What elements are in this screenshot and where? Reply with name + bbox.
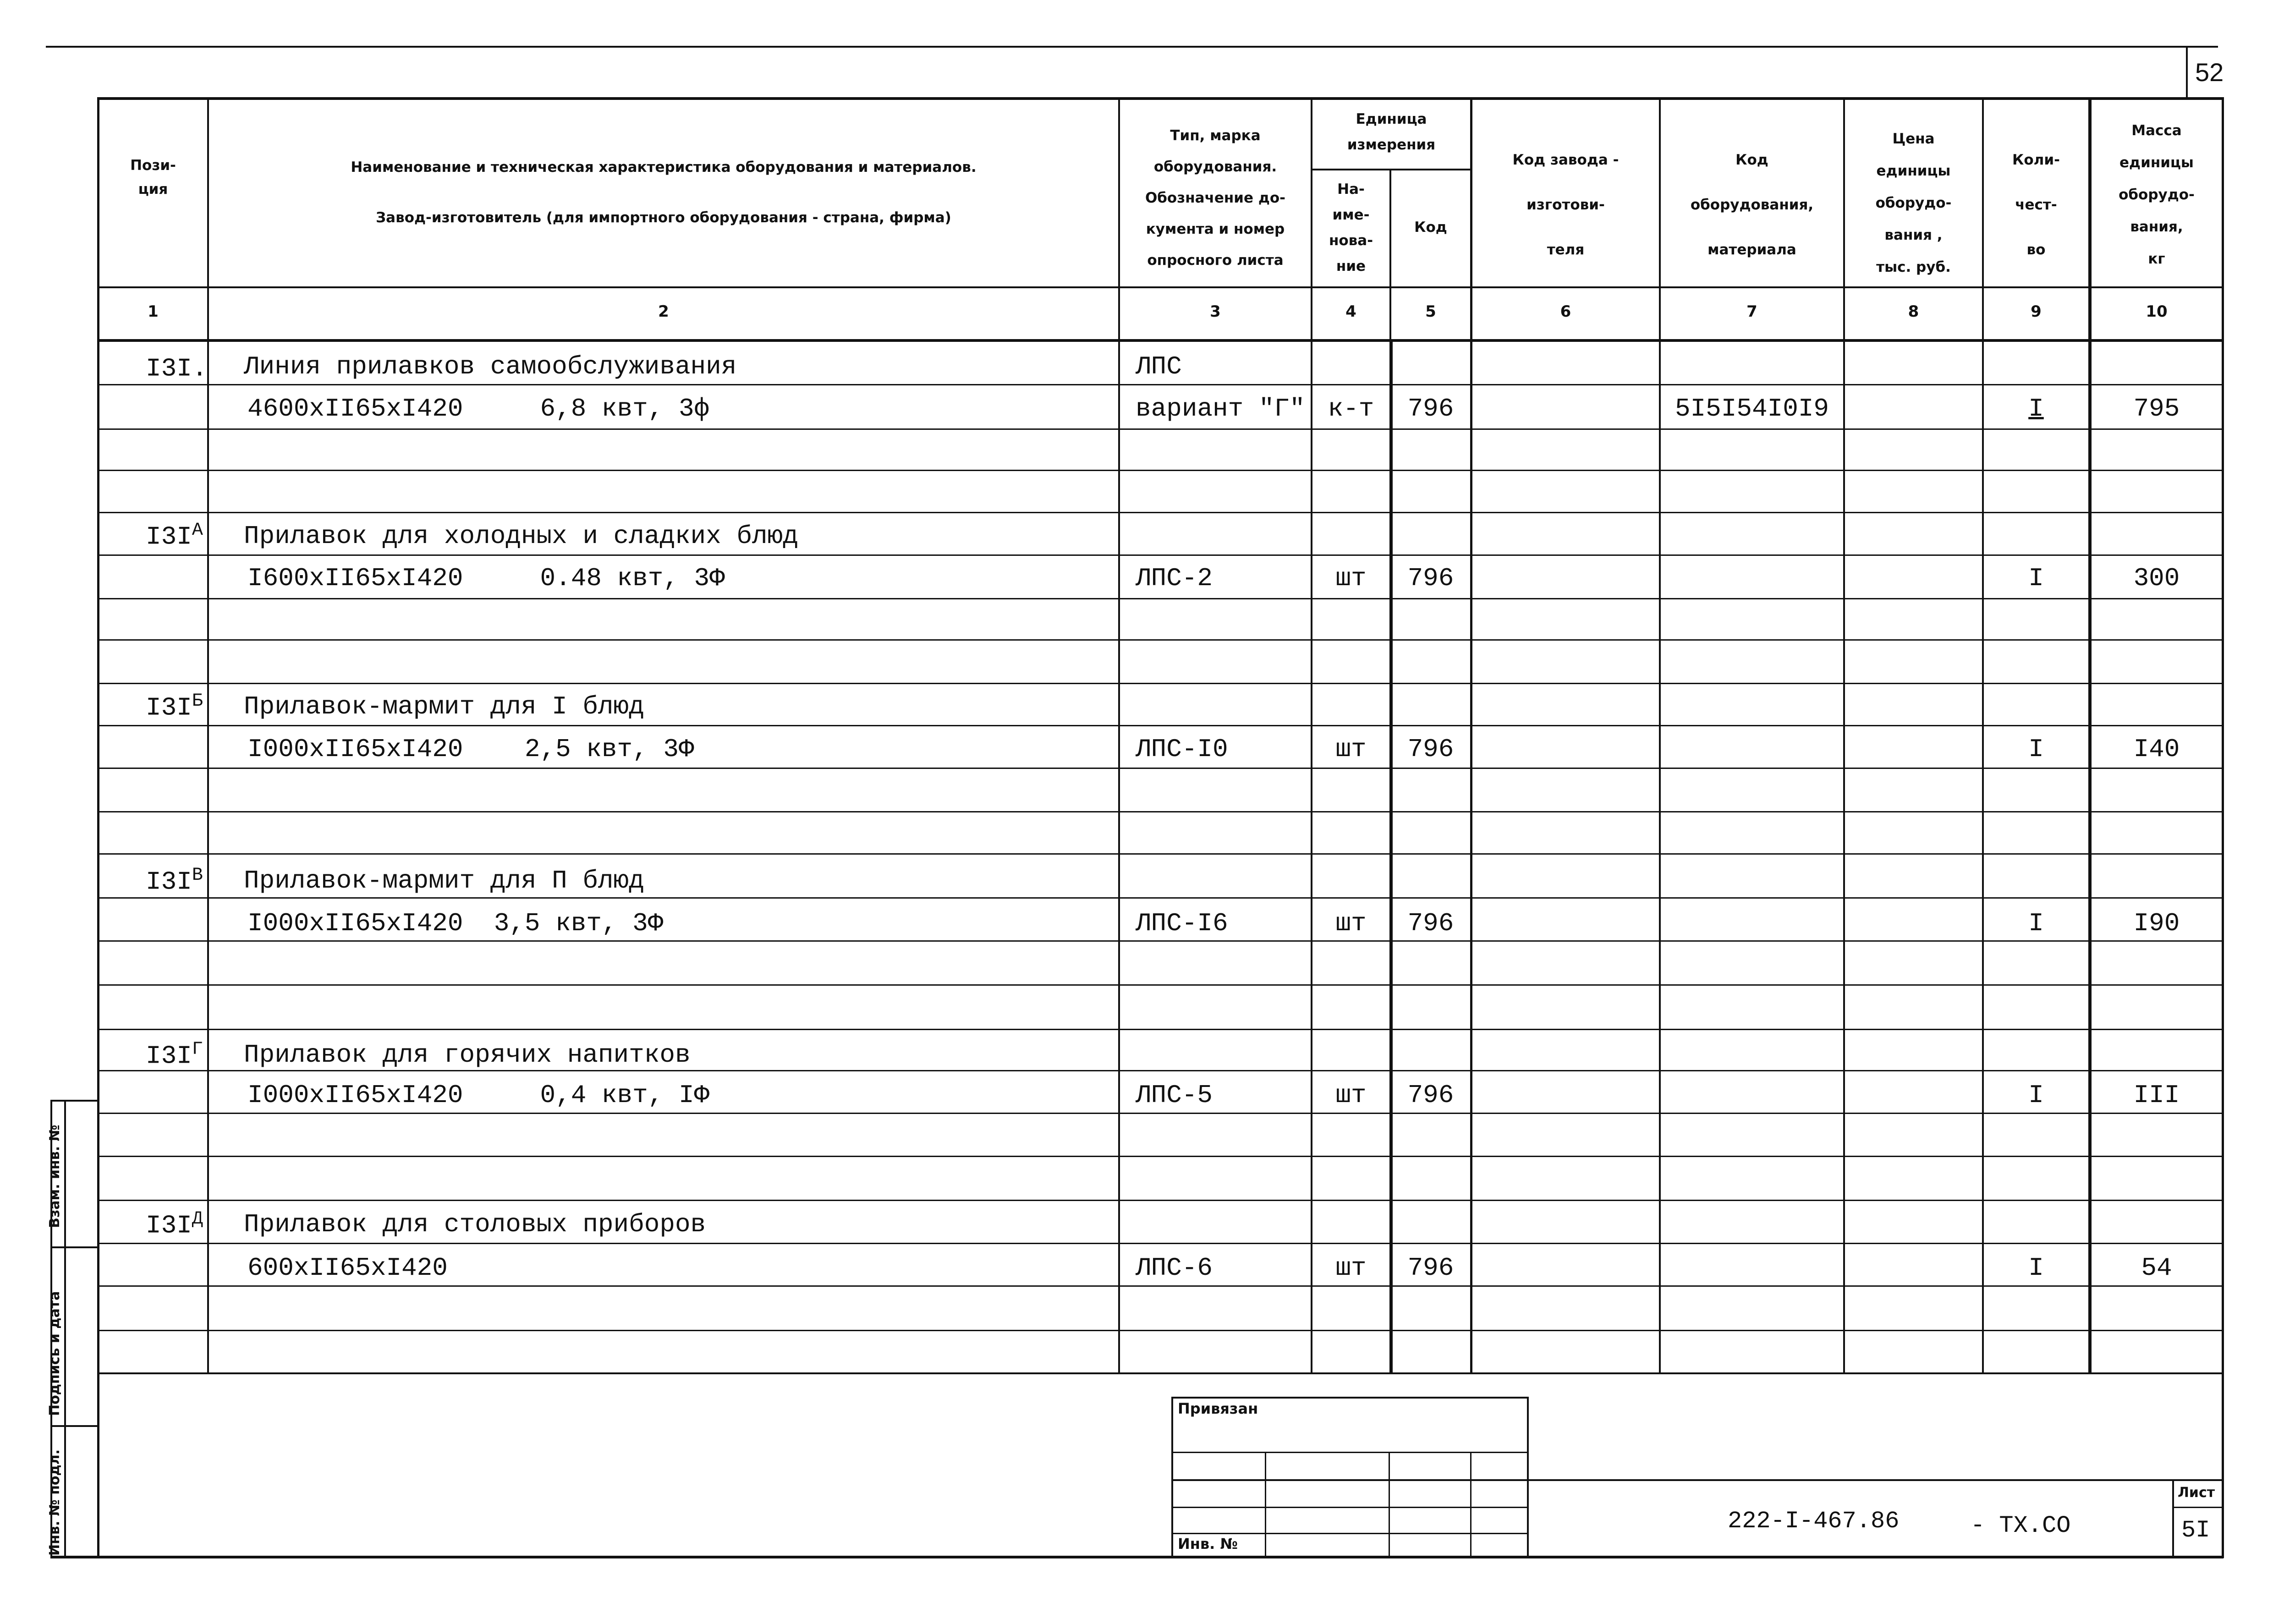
frame-bottom-border <box>50 1556 2224 1558</box>
item-quantity: I <box>2028 1253 2044 1283</box>
margin-label-signature-date: Подпись и дата <box>47 1291 63 1416</box>
column-number: 1 <box>148 302 159 321</box>
table-top-border <box>97 97 2224 100</box>
column-number: 8 <box>1908 302 1919 321</box>
header-type: Тип, марка оборудования. Обозначение до- кумента и номер опросного листа <box>1145 127 1286 269</box>
header-bottom-border <box>97 286 2224 288</box>
item-spec: 4600хII65хI420 6,8 квт, 3ф <box>247 394 710 423</box>
page-number: 52 <box>2195 58 2224 87</box>
document-suffix: - ТХ.СО <box>1971 1512 2071 1539</box>
stamp-line <box>1171 1507 1529 1508</box>
row-separator <box>99 470 2222 471</box>
item-mass: I40 <box>2133 735 2180 764</box>
item-type: ЛПС-5 <box>1136 1081 1213 1110</box>
sheet-box-line <box>2172 1507 2224 1508</box>
col-divider <box>1659 97 1661 1374</box>
item-unit-code: 796 <box>1407 909 1454 938</box>
column-number: 10 <box>2146 302 2168 321</box>
row-separator <box>99 639 2222 641</box>
inv-label: Инв. № <box>1178 1535 1238 1553</box>
column-number: 7 <box>1746 302 1757 321</box>
item-position: $I3I^Г$ <box>146 1039 203 1071</box>
row-separator <box>99 1330 2222 1331</box>
row-separator <box>99 1070 2222 1071</box>
col-divider <box>1843 97 1845 1374</box>
item-mass: 54 <box>2141 1253 2172 1283</box>
row-separator <box>99 984 2222 986</box>
col-divider <box>1470 97 1472 1374</box>
item-type: ЛПС-I0 <box>1136 735 1228 764</box>
row-separator <box>99 554 2222 556</box>
row-separator <box>99 384 2222 385</box>
margin-stamp-line <box>50 1425 99 1427</box>
item-equipment-code: 5I5I54I0I9 <box>1675 394 1829 423</box>
stamp-line <box>1171 1533 1529 1534</box>
stamp-divider <box>1265 1452 1266 1557</box>
bound-label: Привязан <box>1178 1400 1258 1417</box>
col-divider <box>1118 97 1120 1374</box>
item-quantity: I <box>2028 394 2044 423</box>
stamp-line <box>1171 1452 1529 1453</box>
item-mass: I90 <box>2133 909 2180 938</box>
column-number: 2 <box>658 302 669 321</box>
item-name: Линия прилавков самообслуживания <box>244 352 737 381</box>
header-equipment-code: Код оборудования, материала <box>1690 152 1814 258</box>
item-mass: 795 <box>2133 394 2180 423</box>
item-position: I3I. <box>146 354 208 384</box>
item-spec: I000хII65хI420 0,4 квт, IФ <box>247 1081 710 1110</box>
header-factory-code: Код завода - изготови- теля <box>1512 152 1619 258</box>
item-unit: шт <box>1335 909 1367 938</box>
item-quantity: I <box>2028 564 2044 593</box>
column-number: 6 <box>1560 302 1571 321</box>
stamp-line <box>1171 1479 2224 1481</box>
item-quantity: I <box>2028 735 2044 764</box>
col-divider-bold <box>2088 97 2092 1374</box>
item-type: вариант "Г" <box>1136 394 1305 423</box>
item-name: Прилавок для столовых приборов <box>244 1210 706 1239</box>
header-name: Наименование и техническая характеристика оборудования и материалов. Завод-изготовитель (для импортного оборудования - страна, фирма) <box>351 159 977 226</box>
document-code: 222-I-467.86 <box>1728 1508 1900 1535</box>
item-unit-code: 796 <box>1407 564 1454 593</box>
sheet-box-left <box>2172 1479 2174 1557</box>
item-name: Прилавок для холодных и сладких блюд <box>244 521 798 551</box>
item-unit: к-т <box>1328 394 1374 423</box>
item-name: Прилавок-мармит для I блюд <box>244 692 644 721</box>
item-unit: шт <box>1335 1081 1367 1110</box>
row-separator <box>99 1285 2222 1287</box>
item-spec: I600хII65хI420 0.48 квт, 3Ф <box>247 564 725 593</box>
item-type: ЛПС-6 <box>1136 1253 1213 1283</box>
item-mass: III <box>2133 1081 2180 1110</box>
row-separator <box>99 1243 2222 1244</box>
header-position: Пози- ция <box>130 157 176 198</box>
header-unit-code: Код <box>1414 219 1447 236</box>
item-quantity: I <box>2028 909 2044 938</box>
item-spec: I000хII65хI420 2,5 квт, 3Ф <box>247 735 694 764</box>
item-name: Прилавок-мармит для П блюд <box>244 866 644 895</box>
stamp-border <box>1171 1397 1529 1399</box>
stamp-divider <box>1389 1452 1390 1557</box>
row-separator <box>99 1200 2222 1201</box>
row-separator <box>99 1156 2222 1157</box>
margin-stamp-line <box>50 1246 99 1248</box>
row-separator <box>99 725 2222 726</box>
header-unit-name: На- име- нова- ние <box>1329 181 1373 274</box>
col-divider-bold <box>1389 339 1393 1374</box>
item-spec: I000хII65хI420 3,5 квт, 3Ф <box>247 909 664 938</box>
row-separator <box>99 811 2222 812</box>
margin-label-replaced-inv: Взам. инв. № <box>47 1125 63 1228</box>
item-type: ЛПС <box>1136 352 1182 381</box>
row-separator <box>99 512 2222 513</box>
item-mass: 300 <box>2133 564 2180 593</box>
header-price: Цена единицы оборудо- вания , тыс. руб. <box>1875 131 1952 275</box>
header-quantity: Коли- чест- во <box>2012 152 2060 258</box>
page-number-divider <box>2186 46 2188 97</box>
item-position: $I3I^В$ <box>146 865 203 897</box>
column-number: 5 <box>1425 302 1436 321</box>
row-separator <box>99 428 2222 430</box>
column-number: 3 <box>1210 302 1221 321</box>
item-unit: шт <box>1335 564 1367 593</box>
item-unit: шт <box>1335 735 1367 764</box>
top-rule <box>46 46 2218 48</box>
item-position: $I3I^Б$ <box>146 691 203 723</box>
column-number: 4 <box>1345 302 1356 321</box>
column-number: 9 <box>2031 302 2042 321</box>
row-separator <box>99 768 2222 769</box>
row-separator <box>99 1029 2222 1030</box>
item-unit-code: 796 <box>1407 1253 1454 1283</box>
margin-stamp-line <box>50 1100 99 1102</box>
header-unit-group: Единица измерения <box>1347 111 1436 153</box>
sheet-label: Лист <box>2178 1485 2215 1501</box>
row-separator <box>99 940 2222 942</box>
item-type: ЛПС-2 <box>1136 564 1213 593</box>
unit-group-divider <box>1311 169 1471 170</box>
item-unit-code: 796 <box>1407 394 1454 423</box>
item-unit: шт <box>1335 1253 1367 1283</box>
item-spec: 600хII65хI420 <box>247 1253 448 1283</box>
number-row-bottom-border <box>97 339 2224 342</box>
margin-label-original-inv: Инв. № подл. <box>47 1449 63 1556</box>
item-position: $I3I^Д$ <box>146 1209 203 1240</box>
row-separator <box>99 683 2222 684</box>
item-name: Прилавок для горячих напитков <box>244 1040 691 1070</box>
stamp-divider <box>1470 1452 1471 1557</box>
header-mass: Масса единицы оборудо- вания, кг <box>2119 122 2195 267</box>
item-type: ЛПС-I6 <box>1136 909 1228 938</box>
row-separator <box>99 598 2222 599</box>
item-quantity: I <box>2028 1081 2044 1110</box>
frame-right-border <box>2222 97 2224 1558</box>
table-bottom-border <box>97 1372 2224 1374</box>
row-separator <box>99 853 2222 855</box>
item-unit-code: 796 <box>1407 1081 1454 1110</box>
row-separator <box>99 897 2222 899</box>
item-position: $I3I^А$ <box>146 520 203 552</box>
col-divider <box>207 97 209 1374</box>
margin-stamp-line <box>64 1100 66 1558</box>
item-unit-code: 796 <box>1407 735 1454 764</box>
row-separator <box>99 1113 2222 1114</box>
sheet-number: 5I <box>2181 1517 2210 1544</box>
